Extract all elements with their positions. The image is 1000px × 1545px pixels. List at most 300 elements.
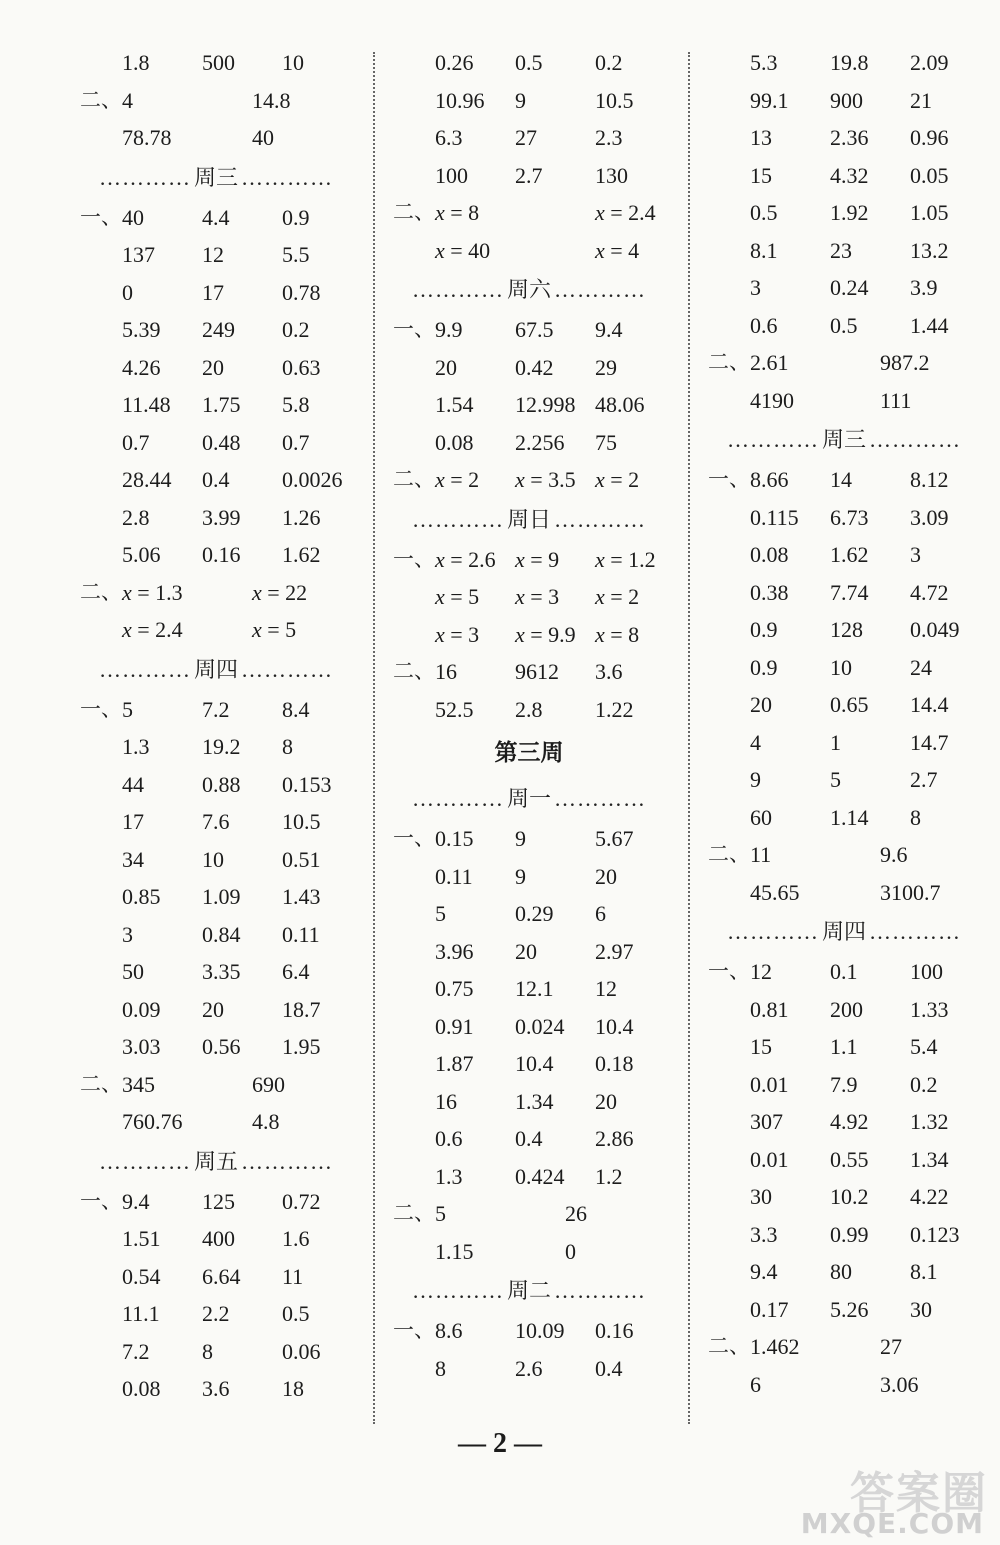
dotted-leader: ………… [411, 786, 504, 811]
answer-value: 0.84 [202, 921, 241, 947]
answer-value: 0.16 [202, 542, 241, 567]
answer-value: 4 [122, 87, 133, 113]
column-divider [688, 52, 690, 1424]
answer-value: 0.123 [910, 1221, 960, 1247]
answer-value: 40 [122, 204, 144, 230]
answer-value: 0.29 [515, 901, 554, 926]
answer-value: 14 [830, 467, 852, 492]
answer-value: 128 [830, 617, 863, 642]
answer-row [80, 274, 380, 312]
answer-row [80, 199, 380, 237]
section-label: 二、 [393, 1201, 435, 1225]
answer-value: 249 [202, 317, 235, 342]
answer-value: 0.08 [435, 429, 474, 455]
answer-value: 23 [830, 237, 852, 263]
answer-value: 9612 [515, 659, 559, 684]
answer-value: 1.462 [750, 1334, 800, 1359]
answer-value: 0.9 [750, 654, 778, 680]
answer-value: 0.56 [202, 1034, 241, 1059]
day-title: 周三 [193, 165, 238, 191]
section-label: 二、 [80, 87, 122, 112]
answer-value: 11 [750, 842, 772, 867]
day-header [80, 1141, 352, 1183]
answer-value: 60 [750, 804, 772, 830]
answer-value: 0.42 [515, 354, 554, 380]
answer-value: 0.1 [830, 959, 858, 984]
answer-value: 2.3 [595, 125, 623, 150]
answer-value: 14.8 [252, 87, 291, 113]
answer-row [393, 1233, 693, 1271]
answer-value: 0.18 [595, 1051, 634, 1076]
answer-value: 20 [750, 692, 772, 717]
answer-value: 0.17 [750, 1296, 789, 1322]
answer-value: 11.1 [122, 1301, 160, 1326]
answer-value: 9.4 [595, 317, 623, 342]
answer-value: 0.75 [435, 976, 474, 1001]
answer-row [708, 874, 1000, 912]
answer-value: 1.51 [122, 1226, 161, 1251]
answer-row [708, 686, 1000, 724]
answer-value: 15 [750, 162, 772, 188]
answer-value: 8.1 [910, 1259, 938, 1284]
answer-row [393, 1195, 693, 1233]
answer-value: 12 [595, 976, 617, 1001]
answer-row [393, 1350, 693, 1388]
answer-row [393, 1120, 693, 1158]
answer-value: 3 [910, 542, 921, 567]
answer-row [80, 119, 380, 157]
answer-value: x = 3 [515, 584, 560, 609]
answer-row [708, 724, 1000, 762]
answer-value: 2.97 [595, 938, 634, 964]
answer-row [80, 1220, 380, 1258]
answer-value: 3.03 [122, 1034, 161, 1059]
answer-row [393, 424, 693, 462]
answer-row [393, 1158, 693, 1196]
answer-value: 10.4 [515, 1051, 554, 1076]
answer-value: 0.5 [282, 1301, 310, 1326]
answer-value: 0.55 [830, 1146, 869, 1172]
answer-value: 19.2 [202, 734, 241, 759]
answer-row [708, 1178, 1000, 1216]
answer-value: 14.7 [910, 729, 949, 755]
answer-value: 1.62 [830, 542, 869, 567]
answer-value: 6.3 [435, 125, 463, 150]
answer-value: 8.4 [282, 696, 310, 722]
answer-value: 0.024 [515, 1013, 565, 1039]
answer-value: 4.8 [252, 1109, 280, 1134]
answer-row [393, 691, 693, 729]
section-label: 二、 [393, 200, 435, 224]
answer-value: 1.3 [122, 734, 150, 759]
answer-row [80, 1258, 380, 1296]
answer-value: 3.06 [880, 1371, 919, 1397]
answer-value: 27 [880, 1334, 902, 1359]
answer-value: 0.424 [515, 1163, 565, 1189]
answer-row [708, 761, 1000, 799]
answer-row [80, 878, 380, 916]
answer-row [708, 382, 1000, 420]
answer-value: 5.5 [282, 242, 310, 267]
answer-value: 0.06 [282, 1338, 321, 1364]
answer-row [708, 1216, 1000, 1254]
answer-value: x = 2.4 [122, 617, 183, 642]
answer-value: 9 [750, 767, 761, 792]
answer-value: 0.5 [515, 50, 543, 75]
answer-value: 10.4 [595, 1013, 634, 1039]
answer-value: 0.96 [910, 125, 949, 150]
answer-value: 9 [515, 87, 526, 113]
day-header [708, 911, 980, 953]
day-title: 周五 [193, 1149, 238, 1175]
answer-value: 0.5 [750, 200, 778, 225]
answer-value: 0.15 [435, 826, 474, 851]
section-label: 二、 [708, 842, 750, 866]
answer-value: 0.4 [202, 467, 230, 492]
day-title: 周六 [506, 278, 551, 303]
section-label: 一、 [80, 204, 122, 229]
dotted-leader: ………… [411, 506, 504, 532]
answer-value: 8.66 [750, 467, 789, 492]
answer-value: 2.8 [515, 696, 543, 722]
answer-value: 100 [435, 162, 468, 188]
answer-value: 2.09 [910, 50, 949, 75]
answer-value: 0.65 [830, 692, 869, 717]
answer-column-1 [80, 44, 380, 1408]
answer-value: 29 [595, 354, 617, 380]
answer-value: 0.153 [282, 771, 332, 797]
answer-value: 6 [595, 901, 606, 926]
answer-row [708, 649, 1000, 687]
answer-row [708, 574, 1000, 612]
dotted-leader: ………… [411, 1278, 504, 1303]
dotted-leader: ………… [726, 919, 819, 944]
answer-value: 0.6 [435, 1126, 463, 1151]
answer-value: 0.2 [595, 50, 623, 75]
answer-value: x = 9.9 [515, 621, 576, 647]
section-label: 二、 [393, 467, 435, 491]
answer-value: 0.16 [595, 1318, 634, 1343]
answer-value: 0.63 [282, 354, 321, 380]
section-label: 一、 [393, 1318, 435, 1342]
answer-row [708, 307, 1000, 345]
day-title: 周四 [193, 657, 238, 683]
answer-row [393, 232, 693, 270]
answer-row [708, 1066, 1000, 1104]
answer-value: 111 [880, 387, 912, 413]
answer-value: 17 [122, 809, 144, 834]
answer-value: 5 [122, 696, 133, 722]
answer-row [708, 836, 1000, 874]
answer-value: 8 [282, 734, 293, 759]
answer-value: 0.115 [750, 504, 799, 530]
answer-row [708, 1141, 1000, 1179]
answer-value: 99.1 [750, 87, 789, 113]
answer-value: 3 [750, 275, 761, 300]
answer-value: 1.34 [515, 1088, 554, 1114]
answer-value: 0.2 [282, 317, 310, 342]
section-label: 二、 [80, 1071, 122, 1096]
answer-row [393, 311, 693, 349]
answer-value: 0.99 [830, 1221, 869, 1247]
answer-row [708, 1103, 1000, 1141]
answer-value: 7.2 [202, 696, 230, 722]
answer-value: 9.4 [122, 1188, 150, 1214]
answer-value: 11.48 [122, 392, 171, 417]
answer-value: 200 [830, 996, 863, 1022]
answer-value: 5.8 [282, 392, 310, 417]
answer-value: 0.26 [435, 50, 474, 75]
answer-row [708, 1253, 1000, 1291]
dotted-leader: ………… [98, 164, 191, 190]
day-header [393, 1270, 665, 1312]
answer-row [80, 1028, 380, 1066]
answer-value: 4.92 [830, 1109, 869, 1134]
page-number: — 2 — [458, 1428, 542, 1459]
answer-value: x = 1.3 [122, 579, 183, 605]
answer-row [393, 157, 693, 195]
answer-value: x = 1.2 [595, 546, 656, 572]
answer-value: 52.5 [435, 696, 474, 722]
answer-value: 75 [595, 429, 617, 455]
answer-value: 0.08 [122, 1376, 161, 1401]
answer-row [80, 1103, 380, 1141]
dotted-leader: ………… [869, 919, 961, 944]
answer-value: 0.7 [122, 429, 150, 455]
answer-value: 100 [910, 959, 943, 984]
answer-value: 20 [202, 996, 224, 1022]
answer-row [80, 461, 380, 499]
answer-value: 900 [830, 87, 863, 113]
answer-row [80, 991, 380, 1029]
answer-row [393, 858, 693, 896]
answer-value: x = 3.5 [515, 467, 576, 492]
answer-value: x = 40 [435, 237, 491, 263]
answer-value: 3.6 [202, 1376, 230, 1401]
day-header [80, 649, 352, 691]
answer-value: 0.05 [910, 162, 949, 188]
watermark-url: MXQE.COM [800, 1507, 984, 1540]
watermark-text: 答案圈 [850, 1468, 988, 1519]
answer-value: x = 2 [595, 467, 640, 492]
answer-value: 45.65 [750, 879, 800, 905]
answer-value: 1.2 [595, 1163, 623, 1189]
section-label: 二、 [393, 659, 435, 683]
section-label: 一、 [80, 696, 122, 721]
answer-value: x = 5 [435, 584, 480, 609]
answer-row [393, 1083, 693, 1121]
answer-value: 6.4 [282, 959, 310, 984]
answer-value: 20 [202, 354, 224, 380]
answer-value: 3.99 [202, 504, 241, 530]
answer-row [80, 536, 380, 574]
answer-value: 0.2 [910, 1071, 938, 1097]
answer-row [393, 349, 693, 387]
dotted-leader: ………… [241, 164, 333, 190]
answer-row [393, 895, 693, 933]
answer-value: 18.7 [282, 996, 321, 1022]
answer-row [708, 82, 1000, 120]
answer-value: 1.34 [910, 1146, 949, 1172]
day-header [393, 269, 665, 311]
answer-row [80, 499, 380, 537]
answer-value: 5 [435, 901, 446, 926]
answer-value: 0.5 [830, 312, 858, 338]
answer-row [393, 44, 693, 82]
answer-row [393, 1008, 693, 1046]
answer-row [393, 194, 693, 232]
answer-value: 14.4 [910, 692, 949, 717]
answer-value: 12 [750, 959, 772, 984]
answer-value: 5.4 [910, 1034, 938, 1059]
answer-row [80, 311, 380, 349]
answer-row [708, 1028, 1000, 1066]
answer-value: 30 [750, 1184, 772, 1209]
answer-value: 0 [122, 279, 133, 305]
answer-row [393, 970, 693, 1008]
day-header [393, 778, 665, 820]
answer-value: 1.1 [830, 1034, 858, 1059]
answer-value: 0.6 [750, 312, 778, 338]
answer-value: 4190 [750, 387, 794, 413]
answer-value: 20 [595, 863, 617, 889]
answer-value: 13.2 [910, 237, 949, 263]
answer-row [393, 1312, 693, 1350]
answer-value: 3 [122, 921, 133, 947]
answer-value: 0.08 [750, 542, 789, 567]
answer-value: 0.54 [122, 1263, 161, 1289]
answer-value: 12 [202, 242, 224, 267]
day-title: 周三 [821, 428, 866, 453]
answer-value: 400 [202, 1226, 235, 1251]
answer-value: 760.76 [122, 1109, 183, 1134]
day-header [393, 499, 665, 541]
answer-row [393, 1045, 693, 1083]
answer-value: 0.01 [750, 1071, 789, 1097]
answer-value: x = 8 [435, 200, 480, 225]
answer-value: 5 [435, 1201, 446, 1226]
answer-row [708, 1328, 1000, 1366]
answer-value: 50 [122, 959, 144, 984]
answer-value: 4.4 [202, 204, 230, 230]
answer-row [708, 991, 1000, 1029]
dotted-leader: ………… [554, 506, 646, 532]
answer-value: 0 [565, 1238, 576, 1264]
answer-row [80, 1295, 380, 1333]
answer-value: 690 [252, 1071, 285, 1097]
answer-value: 1.92 [830, 200, 869, 225]
answer-value: 125 [202, 1188, 235, 1214]
answer-value: 5.39 [122, 317, 161, 342]
answer-row [393, 820, 693, 858]
answer-row [80, 728, 380, 766]
answer-value: 5.67 [595, 826, 634, 851]
dotted-leader: ………… [98, 1148, 191, 1174]
answer-value: 0.11 [435, 863, 473, 889]
answer-row [708, 461, 1000, 499]
answer-row [393, 653, 693, 691]
section-label: 一、 [80, 1188, 122, 1213]
answer-row [393, 82, 693, 120]
answer-row [708, 344, 1000, 382]
answer-row [80, 1066, 380, 1104]
dotted-leader: ………… [554, 1278, 646, 1303]
answer-value: x = 2 [435, 467, 480, 492]
dotted-leader: ………… [411, 277, 504, 302]
answer-value: 10.5 [282, 809, 321, 834]
answer-value: 2.61 [750, 350, 789, 375]
answer-value: 4.32 [830, 162, 869, 188]
answer-value: 17 [202, 279, 224, 305]
answer-value: x = 22 [252, 579, 308, 605]
answer-value: 1.75 [202, 392, 241, 417]
watermark-logo [800, 1457, 988, 1540]
answer-row [80, 1333, 380, 1371]
answer-value: 307 [750, 1109, 783, 1134]
answer-value: 6 [750, 1371, 761, 1397]
answer-row [708, 1291, 1000, 1329]
section-label: 一、 [393, 317, 435, 341]
answer-value: 9.4 [750, 1259, 778, 1284]
answer-value: 44 [122, 771, 144, 797]
answer-row [708, 1366, 1000, 1404]
answer-value: 10 [282, 50, 304, 75]
answer-row [80, 349, 380, 387]
dotted-leader: ………… [241, 656, 333, 682]
answer-value: 345 [122, 1071, 155, 1097]
answer-value: 78.78 [122, 125, 172, 150]
answer-row [80, 691, 380, 729]
answer-row [80, 82, 380, 120]
answer-row [80, 766, 380, 804]
answer-value: 3.3 [750, 1221, 778, 1247]
answer-value: 0.81 [750, 996, 789, 1022]
answer-value: 6.64 [202, 1263, 241, 1289]
answer-value: 2.7 [515, 162, 543, 188]
answer-value: 1.33 [910, 996, 949, 1022]
answer-column-3 [708, 44, 1000, 1403]
answer-value: 10.2 [830, 1184, 869, 1209]
answer-value: 0.88 [202, 771, 241, 797]
answer-value: 137 [122, 242, 155, 267]
answer-row [80, 44, 380, 82]
answer-value: 10.5 [595, 87, 634, 113]
day-title: 周二 [506, 1279, 551, 1304]
answer-value: 3.35 [202, 959, 241, 984]
answer-value: 6.73 [830, 504, 869, 530]
answer-row [708, 44, 1000, 82]
answer-value: 1.87 [435, 1051, 474, 1076]
answer-value: 1.3 [435, 1163, 463, 1189]
answer-row [708, 119, 1000, 157]
answer-value: 13 [750, 125, 772, 150]
day-header [708, 419, 980, 461]
answer-value: 5.3 [750, 50, 778, 75]
answer-value: 80 [830, 1259, 852, 1284]
answer-row [80, 841, 380, 879]
answer-row [393, 386, 693, 424]
answer-value: 20 [595, 1088, 617, 1114]
answer-value: 9.9 [435, 317, 463, 342]
day-title: 周一 [506, 787, 551, 812]
answer-value: 3100.7 [880, 879, 941, 905]
answer-value: x = 4 [595, 237, 640, 263]
answer-value: 19.8 [830, 50, 869, 75]
answer-value: 34 [122, 846, 144, 872]
answer-value: 7.9 [830, 1071, 858, 1097]
answer-value: 0.09 [122, 996, 161, 1022]
answer-value: 2.86 [595, 1126, 634, 1151]
